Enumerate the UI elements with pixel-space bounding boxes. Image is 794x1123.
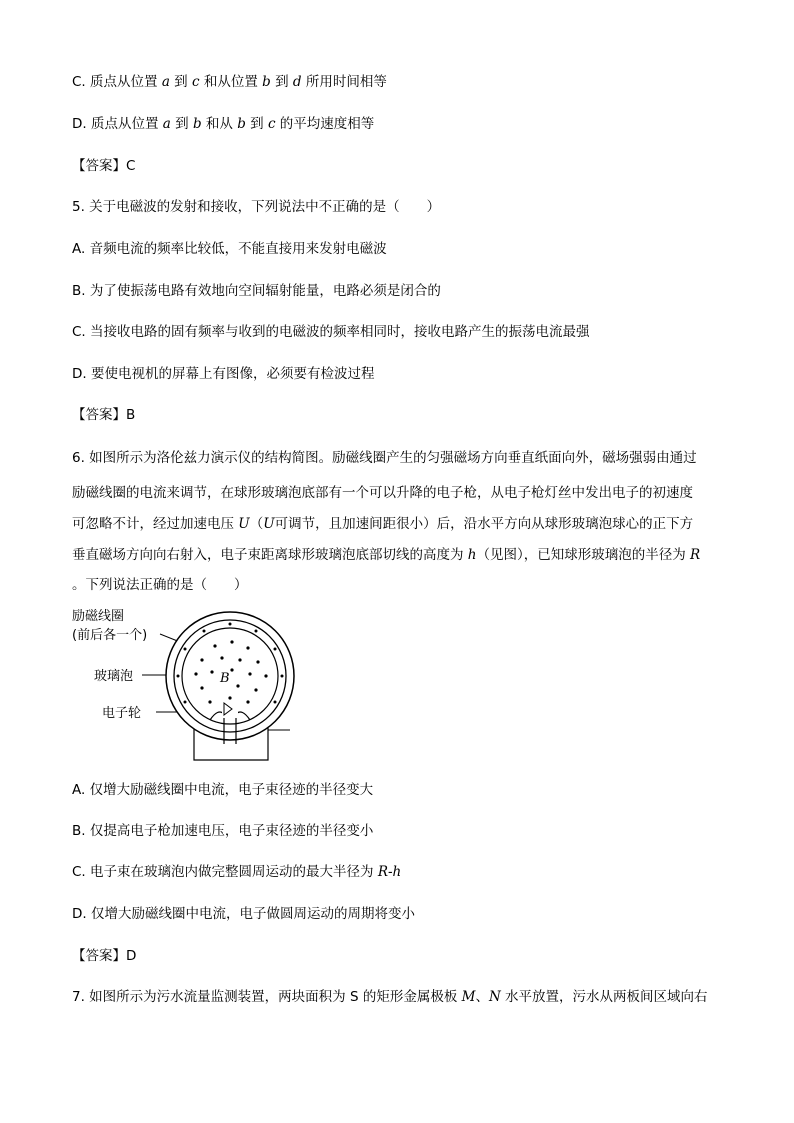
- q6-option-b: B. 仅提高电子枪加速电压，电子束径迹的半径变小: [72, 823, 374, 839]
- q4-option-c: C. 质点从位置 a 到 c 和从位置 b 到 d 所用时间相等: [72, 74, 387, 90]
- coil-label: 励磁线圈: [72, 609, 125, 624]
- q5-option-c: C. 当接收电路的固有频率与收到的电磁波的频率相同时，接收电路产生的振荡电流最强: [72, 324, 590, 340]
- bulb-label: 玻璃泡: [94, 669, 134, 684]
- gun-label: 电子轮: [102, 706, 142, 721]
- q4-option-d: D. 质点从位置 a 到 b 和从 b 到 c 的平均速度相等: [72, 116, 375, 132]
- q7-stem-line-1: 7. 如图所示为污水流量监测装置，两块面积为 S 的矩形金属极板 M、N 水平放置，污水从两板间区域向右: [72, 989, 708, 1005]
- answer-value: C: [126, 158, 136, 174]
- q6-option-c: C. 电子束在玻璃泡内做完整圆周运动的最大半径为 R-h: [72, 864, 402, 880]
- q6-answer: [72, 946, 136, 966]
- lorentz-apparatus-figure: [72, 604, 312, 764]
- q6-stem-line-2: 励磁线圈的电流来调节，在球形玻璃泡底部有一个可以升降的电子枪，从电子枪灯丝中发出电子的初速度: [72, 485, 693, 501]
- q5-answer: [72, 405, 135, 425]
- answer-tag: 【答案】: [72, 407, 126, 423]
- q6-option-d: D. 仅增大励磁线圈中电流，电子做圆周运动的周期将变小: [72, 906, 415, 922]
- q5-option-a: A. 音频电流的频率比较低，不能直接用来发射电磁波: [72, 241, 387, 257]
- answer-tag: 【答案】: [72, 948, 126, 964]
- field-symbol: B: [220, 671, 230, 686]
- answer-value: D: [126, 948, 137, 964]
- coil-label-note: (前后各一个): [72, 628, 148, 643]
- q6-option-a: A. 仅增大励磁线圈中电流，电子束径迹的半径变大: [72, 782, 374, 798]
- q5-option-d: D. 要使电视机的屏幕上有图像，必须要有检波过程: [72, 366, 375, 382]
- answer-value: B: [126, 407, 136, 423]
- q4-answer: [72, 156, 135, 176]
- q6-stem-line-5: 。下列说法正确的是（ ）: [72, 577, 248, 593]
- q6-stem-line-4: 垂直磁场方向向右射入，电子束距离球形玻璃泡底部切线的高度为 h（见图），已知球形玻璃泡的半径为 R: [72, 547, 701, 563]
- q5-option-b: B. 为了使振荡电路有效地向空间辐射能量，电路必须是闭合的: [72, 283, 441, 299]
- answer-tag: 【答案】: [72, 158, 126, 174]
- q5-stem: 5. 关于电磁波的发射和接收，下列说法中不正确的是（ ）: [72, 199, 441, 215]
- q6-stem-line-1: 6. 如图所示为洛伦兹力演示仪的结构简图。励磁线圈产生的匀强磁场方向垂直纸面向外，磁场强弱由通过: [72, 450, 697, 466]
- q6-stem-line-3: 可忽略不计，经过加速电压 U（U可调节，且加速间距很小）后，沿水平方向从球形玻璃泡球心的正下方: [72, 516, 694, 532]
